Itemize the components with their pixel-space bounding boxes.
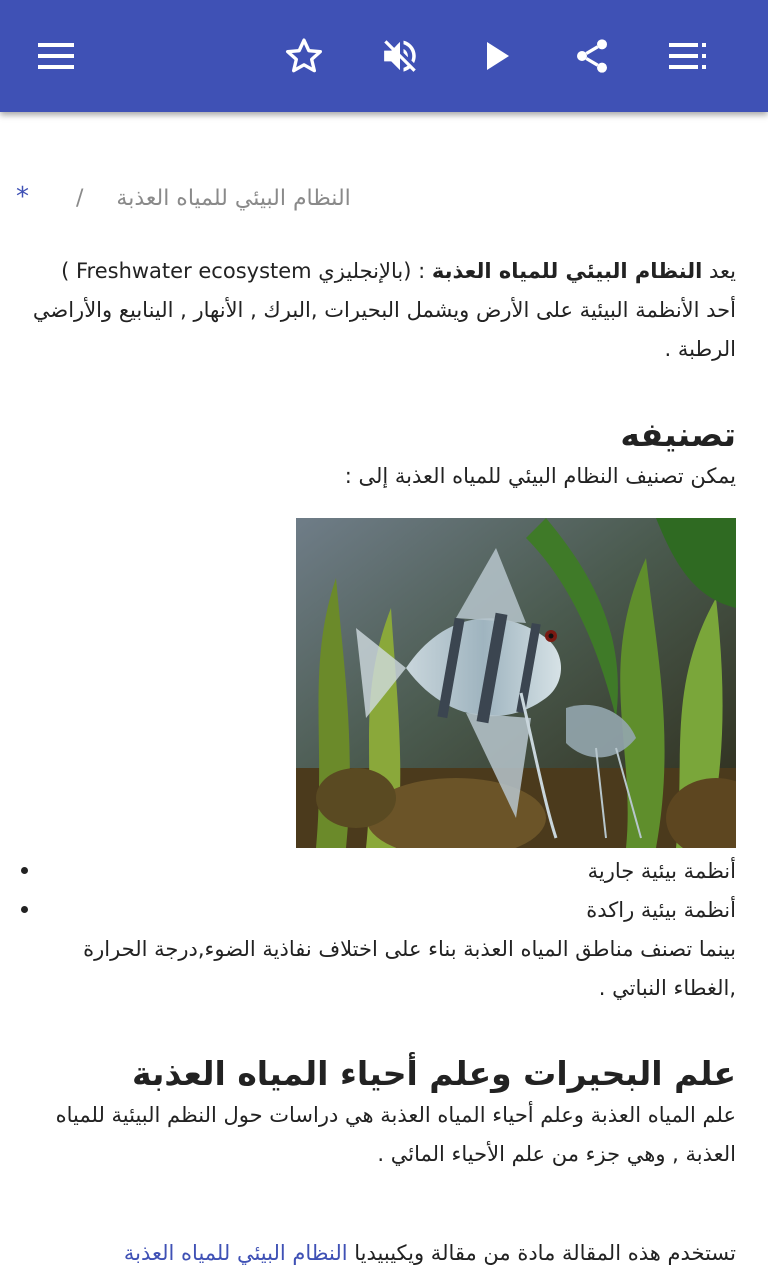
section-heading-limnology: علم البحيرات وعلم أحياء المياه العذبة (132, 1054, 736, 1093)
bullet-icon (21, 906, 28, 913)
menu-icon (38, 43, 74, 69)
play-icon (483, 40, 513, 72)
star-outline-icon (284, 36, 324, 76)
angelfish-aquarium-image[interactable] (296, 518, 736, 848)
volume-off-icon (379, 35, 421, 77)
section-heading-classification: تصنيفه (620, 415, 736, 454)
classification-after: بينما تصنف مناطق المياه العذبة بناء على اختلاف نفاذية الضوء,درجة الحرارة ,الغطاء النباتي . (83, 937, 736, 1000)
limnology-paragraph: علم المياه العذبة وعلم أحياء المياه العذبة هي دراسات حول النظم البيئية للمياه العذبة , وهي جزء من علم الأحياء المائي . (55, 1103, 736, 1166)
app-bar (0, 0, 768, 112)
playlist-icon (669, 43, 707, 69)
share-icon (572, 35, 612, 77)
article-body (32, 252, 736, 1273)
breadcrumb (16, 182, 376, 212)
classification-lead: يمكن تصنيف النظام البيئي للمياه العذبة إلى : (344, 464, 736, 488)
attribution-paragraph (32, 1234, 736, 1273)
list-item-text: أنظمة بيئية راكدة (586, 898, 736, 922)
contents-button[interactable] (660, 28, 716, 84)
breadcrumb-home-link[interactable]: * (16, 182, 29, 212)
list-item-text: أنظمة بيئية جارية (587, 859, 736, 883)
intro-paragraph (32, 252, 736, 369)
classification-list (32, 852, 736, 930)
breadcrumb-current: النظام البيئي للمياه العذبة (116, 186, 351, 211)
attribution-link[interactable]: النظام البيئي للمياه العذبة (123, 1241, 348, 1265)
angelfish-image-art (296, 518, 736, 848)
play-button[interactable] (470, 28, 526, 84)
favorite-button[interactable] (276, 28, 332, 84)
bullet-icon (21, 867, 28, 874)
mute-button[interactable] (372, 28, 428, 84)
share-button[interactable] (564, 28, 620, 84)
intro-english: : (بالإنجليزي Freshwater ecosystem ) (61, 259, 432, 283)
menu-button[interactable] (28, 28, 84, 84)
intro-rest: أحد الأنظمة البيئية على الأرض ويشمل البحيرات ,البرك , الأنهار , الينابيع والأراضي الرطبة . (32, 298, 736, 361)
list-item (32, 852, 736, 891)
intro-prefix: يعد (702, 259, 736, 283)
intro-term: النظام البيئي للمياه العذبة (431, 259, 703, 283)
article-content[interactable] (0, 112, 768, 1280)
list-item (32, 891, 736, 930)
attribution-text: تستخدم هذه المقالة مادة من مقالة ويكيبيديا (347, 1241, 736, 1265)
breadcrumb-separator: / (76, 186, 84, 211)
